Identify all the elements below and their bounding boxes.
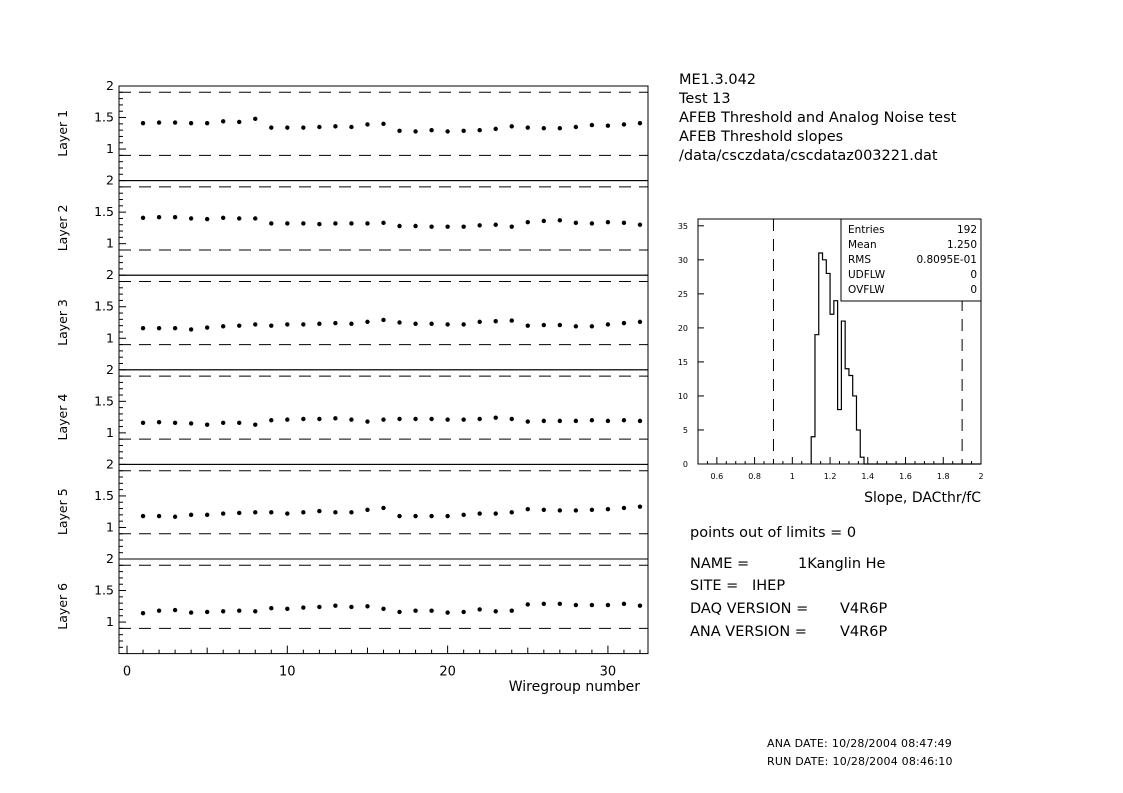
data-point xyxy=(622,221,626,225)
ana-version-label: ANA VERSION = xyxy=(690,624,807,640)
data-point xyxy=(365,221,369,225)
y-tick-label: 2 xyxy=(106,456,114,472)
data-point xyxy=(494,127,498,131)
data-point xyxy=(189,421,193,425)
stats-value: 192 xyxy=(956,224,977,236)
layer-panel-frame xyxy=(119,275,648,370)
y-tick-label: 1 xyxy=(106,330,114,346)
data-point xyxy=(333,603,337,607)
data-point xyxy=(590,221,594,225)
hist-y-tick-label: 20 xyxy=(677,323,688,333)
y-tick-label: 1.5 xyxy=(94,393,114,409)
data-point xyxy=(285,322,289,326)
data-point xyxy=(397,514,401,518)
data-point xyxy=(381,607,385,611)
data-point xyxy=(349,605,353,609)
data-point xyxy=(429,322,433,326)
run-date-row xyxy=(767,755,953,768)
y-tick-label: 2 xyxy=(106,172,114,188)
data-point xyxy=(333,124,337,128)
data-point xyxy=(253,422,257,426)
data-point xyxy=(590,418,594,422)
data-point xyxy=(461,224,465,228)
data-point xyxy=(622,418,626,422)
hist-y-tick-label: 25 xyxy=(677,289,688,299)
data-point xyxy=(622,321,626,325)
data-point xyxy=(157,420,161,424)
data-point xyxy=(526,125,530,129)
data-point xyxy=(189,513,193,517)
data-point xyxy=(606,322,610,326)
hist-x-tick-label: 1.4 xyxy=(861,472,875,481)
layer-panel-frame xyxy=(119,370,648,465)
data-point xyxy=(526,419,530,423)
data-point xyxy=(526,507,530,511)
data-point xyxy=(285,511,289,515)
header-title-4: AFEB Threshold slopes xyxy=(679,129,844,145)
y-tick-label: 1 xyxy=(106,519,114,535)
data-point xyxy=(221,511,225,515)
data-point xyxy=(510,318,514,322)
data-point xyxy=(269,323,273,327)
data-point xyxy=(317,509,321,513)
header-title-2: Test 13 xyxy=(679,91,731,107)
data-point xyxy=(510,510,514,514)
data-point xyxy=(622,506,626,510)
layer-label: Layer 3 xyxy=(55,299,70,346)
x-tick-label: 0 xyxy=(122,664,132,680)
data-point xyxy=(606,507,610,511)
data-point xyxy=(413,609,417,613)
data-point xyxy=(397,610,401,614)
data-point xyxy=(526,602,530,606)
ana-version-row xyxy=(690,624,888,640)
data-point xyxy=(237,216,241,220)
x-tick-label: 10 xyxy=(279,664,296,680)
data-point xyxy=(526,323,530,327)
data-point xyxy=(157,609,161,613)
data-point xyxy=(558,323,562,327)
data-point xyxy=(205,610,209,614)
y-tick-label: 1.5 xyxy=(94,487,114,503)
site-label: SITE = xyxy=(690,578,739,594)
data-point xyxy=(285,125,289,129)
data-point xyxy=(141,421,145,425)
data-point xyxy=(397,224,401,228)
data-point xyxy=(542,323,546,327)
stats-value: 1.250 xyxy=(946,239,977,251)
data-point xyxy=(269,510,273,514)
data-point xyxy=(141,216,145,220)
data-point xyxy=(574,221,578,225)
data-point xyxy=(157,514,161,518)
y-tick-label: 2 xyxy=(106,267,114,283)
name-label: NAME = xyxy=(690,556,750,572)
data-point xyxy=(253,609,257,613)
data-point xyxy=(349,125,353,129)
stats-value: 0 xyxy=(970,269,977,281)
data-point xyxy=(253,510,257,514)
data-point xyxy=(494,319,498,323)
data-point xyxy=(397,320,401,324)
data-point xyxy=(317,125,321,129)
data-point xyxy=(494,416,498,420)
daq-version-label: DAQ VERSION = xyxy=(690,601,809,617)
hist-x-tick-label: 1.2 xyxy=(823,472,837,481)
data-point xyxy=(301,125,305,129)
data-point xyxy=(606,124,610,128)
data-point xyxy=(494,609,498,613)
y-tick-label: 1.5 xyxy=(94,298,114,314)
data-point xyxy=(429,609,433,613)
data-point xyxy=(141,121,145,125)
data-point xyxy=(365,320,369,324)
data-point xyxy=(205,217,209,221)
data-point xyxy=(253,322,257,326)
data-point xyxy=(157,215,161,219)
layer-panel-frame xyxy=(119,559,648,654)
data-point xyxy=(301,510,305,514)
data-point xyxy=(189,216,193,220)
ana-date-row xyxy=(767,737,952,750)
data-point xyxy=(606,419,610,423)
data-point xyxy=(461,610,465,614)
stats-value: 0.8095E-01 xyxy=(916,254,977,266)
data-point xyxy=(269,418,273,422)
data-point xyxy=(429,514,433,518)
stats-label: UDFLW xyxy=(848,269,886,281)
data-point xyxy=(381,417,385,421)
header-title-5: /data/csczdata/cscdataz003221.dat xyxy=(679,148,938,164)
data-point xyxy=(205,513,209,517)
data-point xyxy=(590,508,594,512)
site-row xyxy=(690,578,786,594)
data-point xyxy=(638,320,642,324)
data-point xyxy=(173,120,177,124)
data-point xyxy=(237,511,241,515)
data-point xyxy=(638,223,642,227)
data-point xyxy=(542,219,546,223)
hist-x-tick-label: 1 xyxy=(789,472,795,481)
daq-version-value: V4R6P xyxy=(840,601,888,617)
name-value: 1Kanglin He xyxy=(798,556,886,572)
data-point xyxy=(477,417,481,421)
y-tick-label: 1 xyxy=(106,235,114,251)
data-point xyxy=(461,513,465,517)
data-point xyxy=(445,417,449,421)
data-point xyxy=(173,326,177,330)
data-point xyxy=(237,120,241,124)
hist-y-tick-label: 5 xyxy=(682,425,688,435)
data-point xyxy=(558,508,562,512)
data-point xyxy=(429,128,433,132)
stats-value: 0 xyxy=(970,284,977,296)
data-point xyxy=(285,417,289,421)
stats-label: RMS xyxy=(848,254,872,266)
data-point xyxy=(269,221,273,225)
data-point xyxy=(574,125,578,129)
data-point xyxy=(574,419,578,423)
data-point xyxy=(510,224,514,228)
data-point xyxy=(365,122,369,126)
data-point xyxy=(477,607,481,611)
data-point xyxy=(413,322,417,326)
y-tick-label: 1.5 xyxy=(94,582,114,598)
data-point xyxy=(317,322,321,326)
data-point xyxy=(445,129,449,133)
data-point xyxy=(317,417,321,421)
run-date-label: RUN DATE: xyxy=(767,755,829,768)
data-point xyxy=(413,514,417,518)
data-point xyxy=(590,123,594,127)
data-point xyxy=(638,121,642,125)
y-tick-label: 1 xyxy=(106,424,114,440)
hist-y-tick-label: 10 xyxy=(677,391,688,401)
data-point xyxy=(445,610,449,614)
data-point xyxy=(413,129,417,133)
y-tick-label: 2 xyxy=(106,78,114,93)
points-out-of-limits: points out of limits = 0 xyxy=(690,525,857,541)
layer-label: Layer 1 xyxy=(55,109,70,157)
data-point xyxy=(477,128,481,132)
data-point xyxy=(317,605,321,609)
data-point xyxy=(157,326,161,330)
data-point xyxy=(461,129,465,133)
data-point xyxy=(381,221,385,225)
data-point xyxy=(397,417,401,421)
data-point xyxy=(477,320,481,324)
data-point xyxy=(237,609,241,613)
data-point xyxy=(429,224,433,228)
data-point xyxy=(494,511,498,515)
data-point xyxy=(477,511,481,515)
data-point xyxy=(173,515,177,519)
hist-x-tick-label: 2 xyxy=(978,472,984,481)
hist-x-tick-label: 1.6 xyxy=(899,472,912,481)
data-point xyxy=(349,510,353,514)
hist-y-tick-label: 15 xyxy=(677,357,688,367)
data-point xyxy=(574,603,578,607)
hist-x-tick-label: 0.8 xyxy=(748,472,761,481)
y-tick-label: 1.5 xyxy=(94,204,114,220)
y-tick-label: 2 xyxy=(106,361,114,377)
ana-date-label: ANA DATE: xyxy=(767,737,828,750)
data-point xyxy=(349,322,353,326)
y-tick-label: 1 xyxy=(106,614,114,630)
run-date-value: 10/28/2004 08:46:10 xyxy=(832,755,953,768)
data-point xyxy=(461,322,465,326)
data-point xyxy=(622,602,626,606)
data-point xyxy=(381,506,385,510)
data-point xyxy=(574,508,578,512)
data-point xyxy=(445,322,449,326)
data-point xyxy=(365,604,369,608)
y-tick-label: 1 xyxy=(106,141,114,157)
data-point xyxy=(301,322,305,326)
data-point xyxy=(381,122,385,126)
data-point xyxy=(301,605,305,609)
data-point xyxy=(365,508,369,512)
data-point xyxy=(221,119,225,123)
data-point xyxy=(221,421,225,425)
data-point xyxy=(590,324,594,328)
data-point xyxy=(558,419,562,423)
data-point xyxy=(301,221,305,225)
hist-x-tick-label: 0.6 xyxy=(710,472,724,481)
data-point xyxy=(141,611,145,615)
data-point xyxy=(205,422,209,426)
data-point xyxy=(157,120,161,124)
data-point xyxy=(205,121,209,125)
data-point xyxy=(445,224,449,228)
data-point xyxy=(638,603,642,607)
layer-label: Layer 6 xyxy=(55,582,70,630)
data-point xyxy=(429,417,433,421)
data-point xyxy=(622,122,626,126)
data-point xyxy=(590,603,594,607)
data-point xyxy=(301,417,305,421)
data-point xyxy=(542,602,546,606)
stats-label: Entries xyxy=(848,224,885,236)
data-point xyxy=(638,504,642,508)
data-point xyxy=(542,126,546,130)
data-point xyxy=(333,221,337,225)
data-point xyxy=(445,514,449,518)
data-point xyxy=(173,421,177,425)
daq-version-row xyxy=(690,601,888,617)
layer-label: Layer 5 xyxy=(55,488,70,536)
data-point xyxy=(141,326,145,330)
data-point xyxy=(189,610,193,614)
hist-y-tick-label: 0 xyxy=(682,460,688,469)
header-title-1: ME1.3.042 xyxy=(679,72,757,88)
data-point xyxy=(542,508,546,512)
layer-label: Layer 4 xyxy=(55,393,70,441)
data-point xyxy=(349,221,353,225)
data-point xyxy=(477,223,481,227)
layer-label: Layer 2 xyxy=(55,204,70,252)
site-value: IHEP xyxy=(752,578,786,594)
y-tick-label: 1.5 xyxy=(94,109,114,125)
x-axis-label: Wiregroup number xyxy=(508,679,640,695)
data-point xyxy=(173,215,177,219)
data-point xyxy=(461,417,465,421)
data-point xyxy=(221,609,225,613)
data-point xyxy=(349,417,353,421)
hist-x-axis-label: Slope, DACthr/fC xyxy=(864,490,981,506)
data-point xyxy=(494,223,498,227)
data-point xyxy=(205,325,209,329)
data-point xyxy=(269,606,273,610)
data-point xyxy=(189,327,193,331)
y-tick-label: 2 xyxy=(106,551,114,566)
data-point xyxy=(253,216,257,220)
header-title-3: AFEB Threshold and Analog Noise test xyxy=(679,110,957,126)
data-point xyxy=(526,220,530,224)
data-point xyxy=(317,222,321,226)
data-point xyxy=(285,607,289,611)
data-point xyxy=(221,216,225,220)
layer-panel-frame xyxy=(119,464,648,559)
layer-panel-frame xyxy=(119,181,648,276)
layer-panel-frame xyxy=(119,86,648,181)
data-point xyxy=(542,419,546,423)
data-point xyxy=(381,318,385,322)
data-point xyxy=(638,419,642,423)
ana-date-value: 10/28/2004 08:47:49 xyxy=(831,737,953,750)
data-point xyxy=(413,417,417,421)
data-point xyxy=(285,221,289,225)
x-tick-label: 20 xyxy=(439,664,456,680)
stats-label: OVFLW xyxy=(848,284,885,296)
data-point xyxy=(333,321,337,325)
data-point xyxy=(510,124,514,128)
data-point xyxy=(606,220,610,224)
data-point xyxy=(173,608,177,612)
hist-y-tick-label: 30 xyxy=(677,255,688,265)
data-point xyxy=(510,417,514,421)
data-point xyxy=(253,117,257,121)
data-point xyxy=(333,510,337,514)
data-point xyxy=(574,324,578,328)
x-tick-label: 30 xyxy=(599,664,617,680)
ana-version-value: V4R6P xyxy=(840,624,888,640)
data-point xyxy=(397,129,401,133)
data-point xyxy=(558,218,562,222)
data-point xyxy=(365,419,369,423)
data-point xyxy=(221,324,225,328)
name-row xyxy=(690,556,886,572)
data-point xyxy=(237,323,241,327)
data-point xyxy=(413,224,417,228)
stats-label: Mean xyxy=(848,239,877,251)
data-point xyxy=(269,125,273,129)
data-point xyxy=(510,609,514,613)
data-point xyxy=(189,121,193,125)
data-point xyxy=(558,602,562,606)
hist-x-tick-label: 1.8 xyxy=(936,472,950,481)
data-point xyxy=(606,603,610,607)
hist-y-tick-label: 35 xyxy=(677,221,688,231)
data-point xyxy=(141,514,145,518)
data-point xyxy=(237,421,241,425)
data-point xyxy=(333,416,337,420)
data-point xyxy=(558,126,562,130)
